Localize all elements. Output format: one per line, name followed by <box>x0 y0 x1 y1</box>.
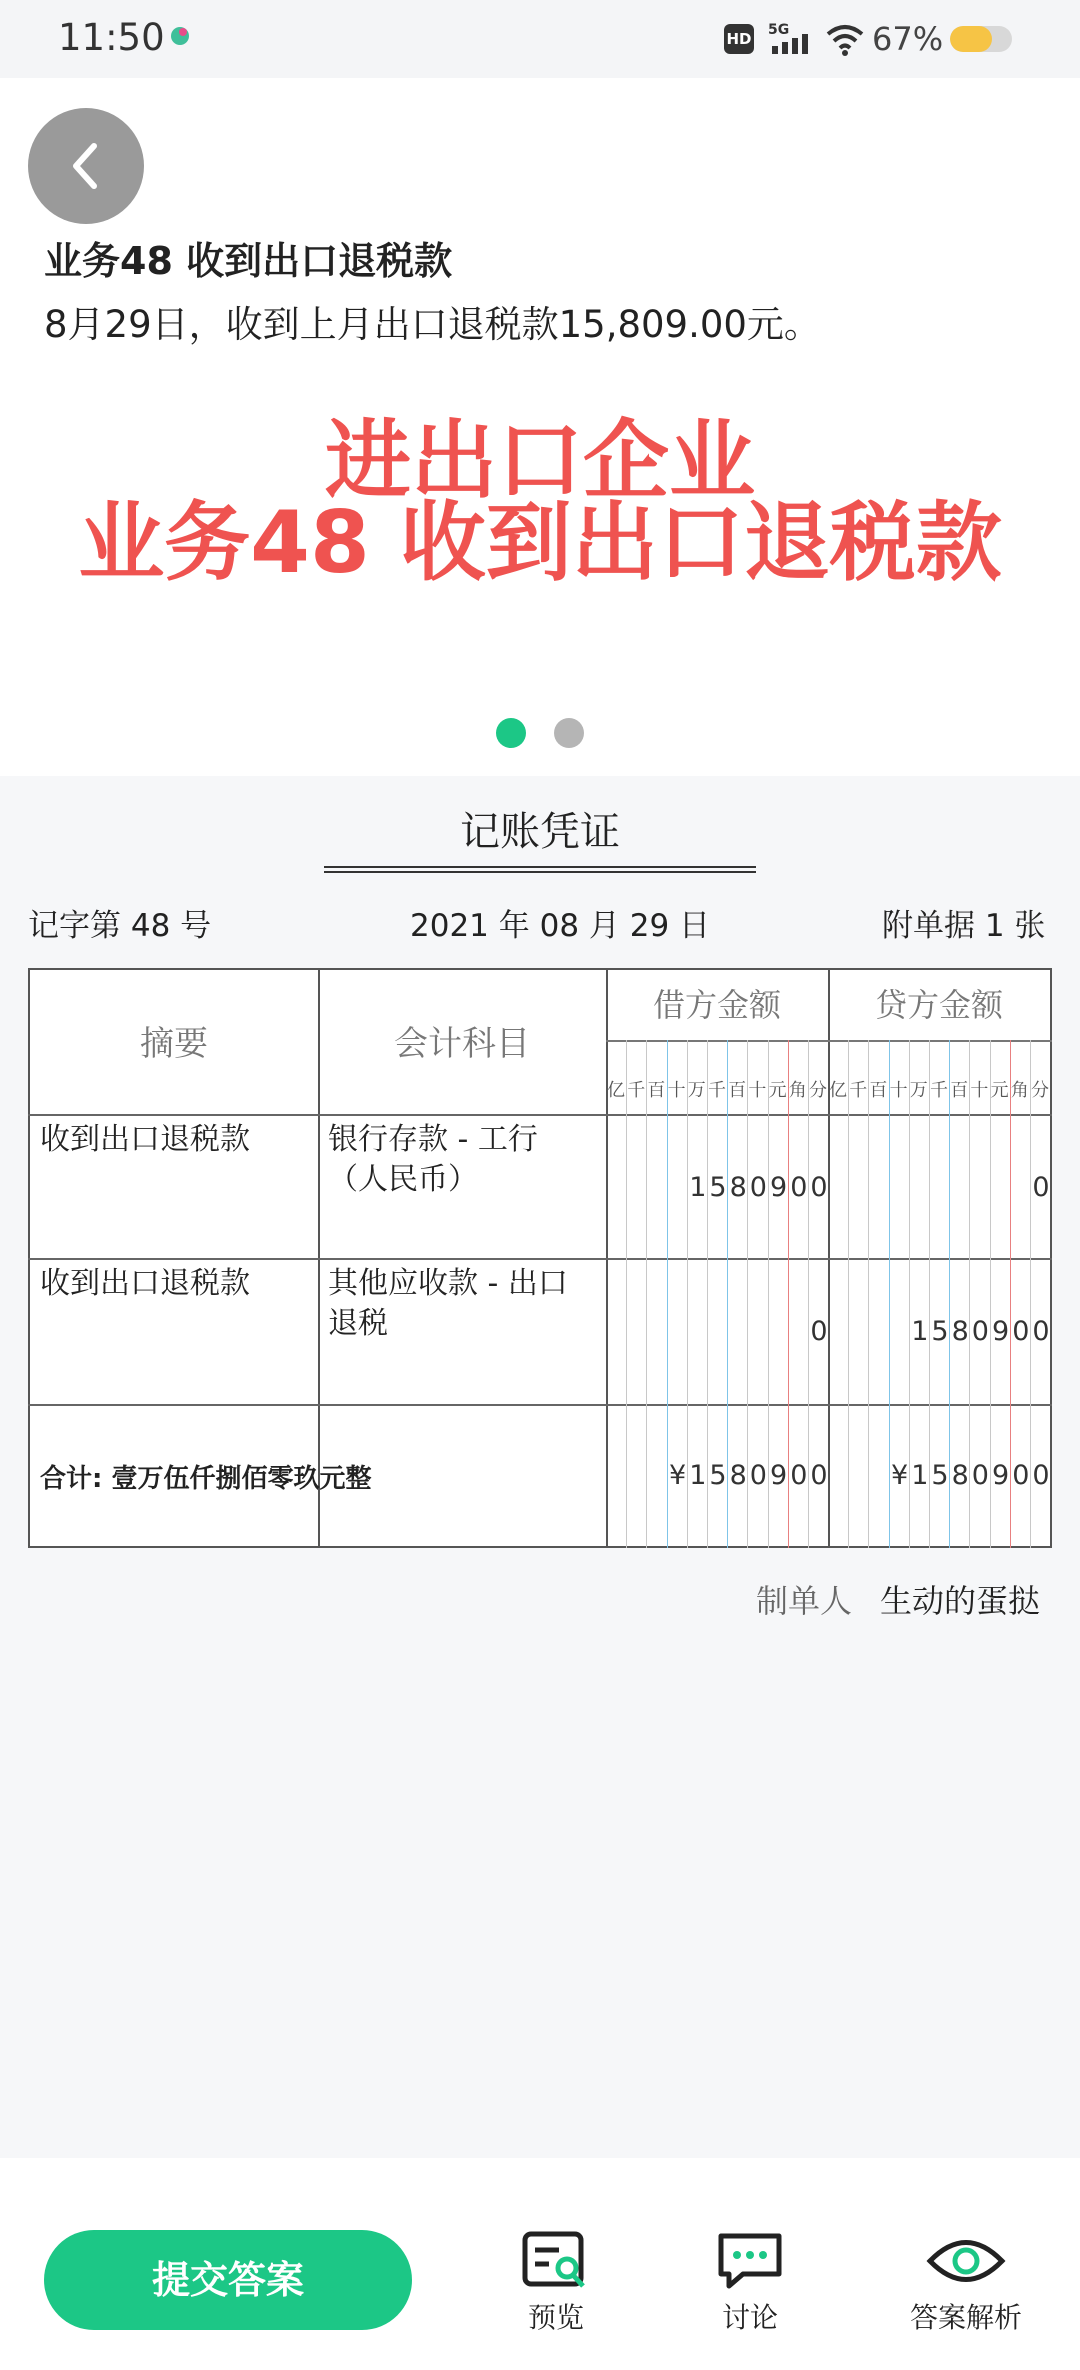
row-1-account[interactable] <box>328 1120 538 1200</box>
header-summary: 摘要 <box>140 1024 208 1064</box>
total-credit-digit: 5 <box>931 1460 949 1491</box>
banner-line-2: 业务48 收到出口退税款 <box>78 493 1002 593</box>
pager-dot[interactable] <box>554 718 584 748</box>
amount-unit-label: 亿 <box>829 1080 847 1101</box>
hd-icon: HD <box>724 24 754 54</box>
amount-unit-label: 万 <box>687 1080 706 1101</box>
amount-unit-label: 角 <box>788 1080 807 1101</box>
row-1-debit-digit: 9 <box>770 1172 788 1203</box>
banner-image[interactable] <box>0 411 1080 593</box>
total-credit-digit: 0 <box>1012 1460 1030 1491</box>
voucher-date: 2021 年 08 月 29 日 <box>410 908 711 944</box>
digit-column-line <box>626 1040 627 1548</box>
row-divider <box>28 1404 1052 1406</box>
row-divider <box>28 1258 1052 1260</box>
nav-discussion[interactable] <box>680 2230 820 2336</box>
total-debit-digit: 8 <box>729 1460 747 1491</box>
title-underline <box>324 871 756 873</box>
battery-level <box>950 26 992 52</box>
total-debit-digit: ¥ <box>669 1460 687 1491</box>
notification-icon <box>170 26 190 46</box>
header-debit: 借方金额 <box>652 986 781 1024</box>
voucher-number: 记字第 48 号 <box>28 908 212 944</box>
eye-icon <box>926 2230 1006 2292</box>
row-2-credit-digit: 0 <box>1012 1316 1030 1347</box>
total-debit-digit: 0 <box>810 1460 828 1491</box>
row-1-debit-digit: 0 <box>749 1172 767 1203</box>
total-credit-digit: 0 <box>971 1460 989 1491</box>
battery-icon <box>950 26 1012 52</box>
wifi-icon <box>826 22 864 56</box>
row-2-summary[interactable]: 收到出口退税款 <box>40 1266 250 1301</box>
business-title: 业务48 收到出口退税款 <box>44 239 453 283</box>
amount-unit-label: 千 <box>849 1080 868 1101</box>
amount-unit-label: 百 <box>728 1080 747 1101</box>
digit-column-line <box>868 1040 869 1548</box>
network-label: 5G <box>768 22 790 38</box>
maker-label: 制单人 <box>756 1582 853 1620</box>
amount-unit-label: 万 <box>909 1080 928 1101</box>
row-1-debit-digit: 0 <box>810 1172 828 1203</box>
pager-dot-active[interactable] <box>496 718 526 748</box>
row-1-debit-digit: 1 <box>689 1172 707 1203</box>
row-1-summary[interactable]: 收到出口退税款 <box>40 1122 250 1157</box>
amount-unit-label: 角 <box>1010 1080 1029 1101</box>
nav-preview[interactable] <box>486 2230 626 2336</box>
battery-percent: 67% <box>872 20 944 58</box>
chat-icon <box>715 2230 785 2292</box>
total-credit-digit: 1 <box>911 1460 929 1491</box>
digit-column-line <box>848 1040 849 1548</box>
nav-answer-analysis[interactable] <box>896 2230 1036 2336</box>
row-2-credit-digit: 5 <box>931 1316 949 1347</box>
chevron-left-icon <box>66 140 106 192</box>
row-2-credit-digit: 0 <box>1032 1316 1050 1347</box>
total-debit-digit: 0 <box>790 1460 808 1491</box>
amount-unit-label: 十 <box>667 1080 686 1101</box>
banner-line-1: 进出口企业 <box>325 411 755 511</box>
amount-unit-label: 分 <box>809 1080 827 1101</box>
total-debit-digit: 1 <box>689 1460 707 1491</box>
row-2-debit-digit: 0 <box>810 1316 828 1347</box>
amount-unit-label: 十 <box>889 1080 908 1101</box>
amount-unit-label: 百 <box>950 1080 969 1101</box>
amount-unit-label: 千 <box>708 1080 726 1101</box>
maker-name: 生动的蛋挞 <box>880 1582 1041 1620</box>
signal-5g-icon <box>768 20 816 56</box>
nav-discussion-label: 讨论 <box>721 2301 778 2334</box>
row-1-account-line1: 银行存款 - 工行 <box>328 1122 538 1157</box>
total-credit-digit: ¥ <box>891 1460 909 1491</box>
amount-unit-label: 千 <box>627 1080 646 1101</box>
nav-preview-label: 预览 <box>527 2301 584 2334</box>
amount-unit-label: 元 <box>768 1080 787 1101</box>
status-time: 11:50 <box>58 16 165 59</box>
digit-column-line <box>646 1040 647 1548</box>
row-2-account-line2: 退税 <box>328 1306 388 1341</box>
amount-unit-label: 十 <box>748 1080 767 1101</box>
status-bar <box>0 0 1080 78</box>
row-2-credit-digit: 0 <box>971 1316 989 1347</box>
amount-unit-label: 十 <box>970 1080 989 1101</box>
amount-unit-label: 千 <box>930 1080 948 1101</box>
amount-unit-label: 分 <box>1031 1080 1049 1101</box>
header-credit: 贷方金额 <box>874 986 1003 1024</box>
header-divider <box>606 1040 1052 1042</box>
row-1-credit-digit: 0 <box>1032 1172 1050 1203</box>
total-credit-digit: 8 <box>951 1460 969 1491</box>
row-1-account-line2: （人民币） <box>328 1162 478 1197</box>
total-credit-digit: 0 <box>1032 1460 1050 1491</box>
row-divider <box>28 1114 1052 1116</box>
submit-answer-button[interactable]: 提交答案 <box>44 2230 412 2330</box>
total-debit-digit: 9 <box>770 1460 788 1491</box>
preview-icon <box>521 2230 591 2292</box>
row-2-account[interactable] <box>328 1264 568 1344</box>
business-description: 8月29日，收到上月出口退税款15,809.00元。 <box>44 303 821 346</box>
row-1-debit-digit: 5 <box>709 1172 727 1203</box>
title-underline <box>324 866 756 868</box>
amount-unit-label: 元 <box>990 1080 1009 1101</box>
total-label: 合计: 壹万伍仟捌佰零玖元整 <box>40 1464 372 1494</box>
total-debit-digit: 5 <box>709 1460 727 1491</box>
header-account: 会计科目 <box>394 1024 530 1064</box>
total-debit-digit: 0 <box>749 1460 767 1491</box>
row-1-debit-digit: 0 <box>790 1172 808 1203</box>
nav-answer-analysis-label: 答案解析 <box>909 2301 1022 2334</box>
back-button[interactable] <box>28 108 144 224</box>
voucher-title: 记账凭证 <box>460 809 620 855</box>
amount-unit-label: 亿 <box>607 1080 625 1101</box>
row-2-credit-digit: 8 <box>951 1316 969 1347</box>
row-1-debit-digit: 8 <box>729 1172 747 1203</box>
row-2-account-line1: 其他应收款 - 出口 <box>328 1266 568 1301</box>
amount-unit-label: 百 <box>869 1080 888 1101</box>
voucher-attachments: 附单据 1 张 <box>882 908 1046 944</box>
total-credit-digit: 9 <box>992 1460 1010 1491</box>
row-2-credit-digit: 9 <box>992 1316 1010 1347</box>
amount-unit-label: 百 <box>647 1080 666 1101</box>
row-2-credit-digit: 1 <box>911 1316 929 1347</box>
